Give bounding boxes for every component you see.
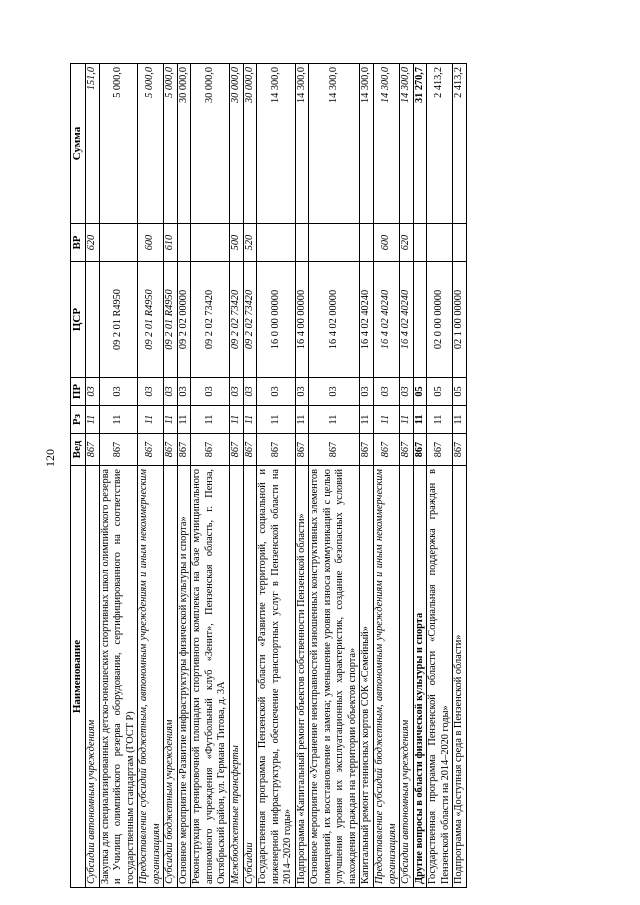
cell-sum: 14 300,0 (309, 64, 360, 224)
cell-sum: 14 300,0 (257, 64, 296, 224)
cell-sum: 31 270,7 (413, 64, 427, 224)
cell-ved: 867 (230, 434, 244, 466)
header-name: Наименование (71, 466, 86, 888)
cell-ved: 867 (374, 434, 400, 466)
cell-pr: 03 (164, 378, 178, 406)
cell-rz: 11 (86, 406, 100, 434)
cell-vr: 620 (400, 224, 414, 262)
cell-sum: 14 300,0 (374, 64, 400, 224)
cell-vr: 600 (138, 224, 164, 262)
header-vr: ВР (71, 224, 86, 262)
cell-rz: 11 (295, 406, 309, 434)
cell-pr: 03 (309, 378, 360, 406)
cell-pr: 03 (177, 378, 191, 406)
budget-table (70, 63, 467, 888)
cell-rz: 11 (453, 406, 467, 434)
cell-csr: 09 2 01 R4950 (138, 262, 164, 378)
cell-csr: 16 4 02 40240 (374, 262, 400, 378)
table-row (400, 64, 414, 888)
cell-sum: 14 300,0 (360, 64, 374, 224)
cell-vr (309, 224, 360, 262)
cell-vr (427, 224, 453, 262)
cell-csr: 16 4 00 00000 (295, 262, 309, 378)
cell-pr: 05 (427, 378, 453, 406)
cell-name: Основное мероприятие «Развитие инфраструктуры физической культуры и спорта» (177, 466, 191, 888)
cell-rz: 11 (164, 406, 178, 434)
header-sum: Сумма (71, 64, 86, 224)
cell-name: Субсидии бюджетным учреждениям (164, 466, 178, 888)
cell-rz: 11 (191, 406, 230, 434)
cell-csr: 09 2 01 R4950 (164, 262, 178, 378)
cell-vr: 500 (230, 224, 244, 262)
cell-csr: 02 0 00 00000 (427, 262, 453, 378)
table-row (99, 64, 138, 888)
cell-rz: 11 (230, 406, 244, 434)
cell-vr (295, 224, 309, 262)
cell-name: Субсидии автономным учреждениям (400, 466, 414, 888)
cell-sum: 2 413,2 (453, 64, 467, 224)
cell-sum: 2 413,2 (427, 64, 453, 224)
cell-sum: 14 300,0 (400, 64, 414, 224)
cell-csr: 16 4 02 00000 (309, 262, 360, 378)
cell-sum: 30 000,0 (177, 64, 191, 224)
cell-name: Субсидии автономным учреждениям (86, 466, 100, 888)
cell-csr: 09 2 02 73420 (243, 262, 257, 378)
cell-vr (177, 224, 191, 262)
cell-vr (191, 224, 230, 262)
cell-sum: 30 000,0 (191, 64, 230, 224)
cell-sum: 5 000,0 (138, 64, 164, 224)
cell-rz: 11 (138, 406, 164, 434)
cell-sum: 5 000,0 (164, 64, 178, 224)
table-row (138, 64, 164, 888)
cell-name: Основное мероприятие «Устранение неисправностей изношенных конструктивных элементов помещений, их восстановление и замена; уменьшение уровня износа коммуникаций с целью улучшения уровня их эксплуатационных характеристик, создание безопасных условий нахождения граждан на территории объектов спорта» (309, 466, 360, 888)
cell-sum: 30 000,0 (243, 64, 257, 224)
cell-name: Субсидии (243, 466, 257, 888)
table-row (230, 64, 244, 888)
cell-pr: 03 (243, 378, 257, 406)
cell-ved: 867 (413, 434, 427, 466)
cell-rz: 11 (400, 406, 414, 434)
table-row (257, 64, 296, 888)
header-rz: Рз (71, 406, 86, 434)
cell-pr: 03 (191, 378, 230, 406)
cell-rz: 11 (243, 406, 257, 434)
cell-ved: 867 (257, 434, 296, 466)
cell-name: Другие вопросы в области физической культуры и спорта (413, 466, 427, 888)
cell-sum: 5 000,0 (99, 64, 138, 224)
cell-csr: 16 4 02 40240 (360, 262, 374, 378)
cell-sum: 30 000,0 (230, 64, 244, 224)
cell-vr (360, 224, 374, 262)
cell-rz: 11 (427, 406, 453, 434)
cell-vr: 520 (243, 224, 257, 262)
cell-name: Государственная программа Пензенской области «Развитие территорий, социальной и инженерной инфраструктуры, обеспечение транспортных услуг в Пензенской области на 2014–2020 годы» (257, 466, 296, 888)
cell-pr: 03 (257, 378, 296, 406)
cell-pr: 05 (413, 378, 427, 406)
header-pr: ПР (71, 378, 86, 406)
cell-csr: 09 2 01 R4950 (99, 262, 138, 378)
cell-rz: 11 (177, 406, 191, 434)
cell-pr: 03 (374, 378, 400, 406)
cell-rz: 11 (99, 406, 138, 434)
cell-ved: 867 (138, 434, 164, 466)
cell-name: Предоставление субсидий бюджетным, автономным учреждениям и иным некоммерческим организациям (138, 466, 164, 888)
cell-pr: 03 (86, 378, 100, 406)
cell-name: Подпрограмма «Доступная среда в Пензенской области» (453, 466, 467, 888)
cell-name: Межбюджетные трансферты (230, 466, 244, 888)
cell-ved: 867 (191, 434, 230, 466)
cell-ved: 867 (360, 434, 374, 466)
cell-ved: 867 (86, 434, 100, 466)
cell-csr: 09 2 02 73420 (230, 262, 244, 378)
table-row (360, 64, 374, 888)
cell-name: Закупка для специализированных детско-юношеских спортивных школ олимпийского резерва и Училищ олимпийского резерва оборудования, сертифицированного на соответствие государственным стандартам (ГОСТ Р) (99, 466, 138, 888)
cell-csr: 16 0 00 00000 (257, 262, 296, 378)
cell-ved: 867 (164, 434, 178, 466)
table-row (191, 64, 230, 888)
table-row (86, 64, 100, 888)
cell-vr (99, 224, 138, 262)
cell-rz: 11 (309, 406, 360, 434)
cell-vr: 620 (86, 224, 100, 262)
cell-ved: 867 (99, 434, 138, 466)
cell-ved: 867 (453, 434, 467, 466)
cell-rz: 11 (360, 406, 374, 434)
cell-ved: 867 (295, 434, 309, 466)
table-row (374, 64, 400, 888)
cell-rz: 11 (374, 406, 400, 434)
cell-pr: 05 (453, 378, 467, 406)
cell-pr: 03 (295, 378, 309, 406)
cell-pr: 03 (99, 378, 138, 406)
table-row (309, 64, 360, 888)
cell-pr: 03 (138, 378, 164, 406)
cell-name: Государственная программа Пензенской области «Социальная поддержка граждан в Пензенской области на 2014–2020 годы» (427, 466, 453, 888)
header-ved: Вед (71, 434, 86, 466)
page-number: 120 (43, 449, 57, 467)
table-header-row (71, 64, 86, 888)
table-row (164, 64, 178, 888)
table-row (453, 64, 467, 888)
cell-sum: 14 300,0 (295, 64, 309, 224)
cell-name: Предоставление субсидий бюджетным, автономным учреждениям и иным некоммерческим организациям (374, 466, 400, 888)
cell-vr (257, 224, 296, 262)
cell-sum: 151,0 (86, 64, 100, 224)
cell-name: Реконструкция тренировочной площадки спортивного комплекса на базе муниципального автономного учреждения «Футбольный клуб «Зенит», Пензенская область, г. Пенза, Октябрьский район, ул. Германа Титова, д. 3А (191, 466, 230, 888)
cell-vr (413, 224, 427, 262)
cell-pr: 03 (400, 378, 414, 406)
table-row (413, 64, 427, 888)
cell-rz: 11 (413, 406, 427, 434)
table-row (295, 64, 309, 888)
table-row (177, 64, 191, 888)
cell-rz: 11 (257, 406, 296, 434)
cell-ved: 867 (243, 434, 257, 466)
cell-vr: 600 (374, 224, 400, 262)
cell-csr: 16 4 02 40240 (400, 262, 414, 378)
cell-name: Подпрограмма «Капитальный ремонт объектов собственности Пензенской области» (295, 466, 309, 888)
cell-csr: 09 2 02 00000 (177, 262, 191, 378)
cell-csr (413, 262, 427, 378)
cell-csr (86, 262, 100, 378)
table-row (427, 64, 453, 888)
cell-name: Капитальный ремонт теннисных кортов СОК «Семейный» (360, 466, 374, 888)
cell-csr: 02 1 00 00000 (453, 262, 467, 378)
cell-ved: 867 (427, 434, 453, 466)
cell-ved: 867 (400, 434, 414, 466)
cell-pr: 03 (360, 378, 374, 406)
cell-ved: 867 (177, 434, 191, 466)
cell-ved: 867 (309, 434, 360, 466)
cell-vr (453, 224, 467, 262)
header-csr: ЦСР (71, 262, 86, 378)
cell-csr: 09 2 02 73420 (191, 262, 230, 378)
rotated-page (70, 64, 622, 888)
cell-vr: 610 (164, 224, 178, 262)
cell-pr: 03 (230, 378, 244, 406)
table-row (243, 64, 257, 888)
table-body (86, 64, 467, 888)
